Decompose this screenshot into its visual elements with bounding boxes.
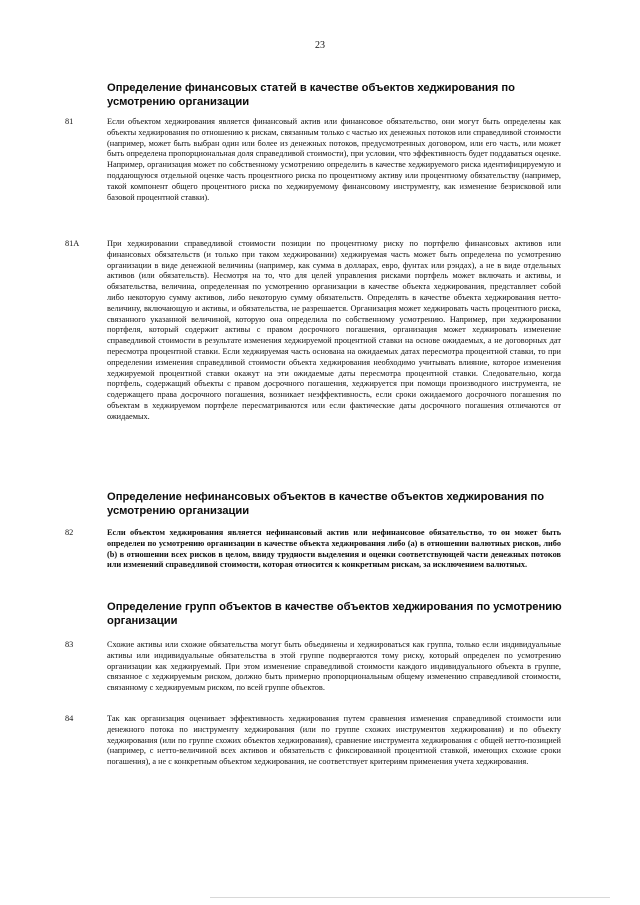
paragraph-83: Схожие активы или схожие обязательства могут быть объединены и хеджироваться как группа, только если индивидуальные активы или индивидуальные обязательства в этой группе подвергаются тому риску, который определен по усмотрению организации как хеджируемый. При этом изменение справедливой стоимости каждого индивидуального объекта в группе, связанное с хеджируемым риском, должно быть примерно пропорциональным общему изменению справедливой стоимости, связанному с хеджируемым риском, по всей группе объектов. [107, 640, 561, 693]
paragraph-number-81: 81 [65, 117, 74, 126]
paragraph-81a: При хеджировании справедливой стоимости позиции по процентному риску по портфелю финансовых активов или финансовых обязательств (и только при таком хеджировании) хеджируемая часть может быть определена по усмотрению организации в виде денежной величины (например, как сумма в долларах, евро, фунтах или рэндах), а не в виде отдельных активов (или обязательств). Несмотря на то, что для целей управления рисками портфель может включать и активы, и обязательства, величина, определенная по усмотрению организации в качестве объекта хеджирования, представляет собой либо некоторую сумму активов, либо некоторую сумму обязательств. Определять в качестве объекта хеджирования нетто-величину, включающую и активы, и обязательства, не разрешается. Организация может хеджировать часть процентного риска, связанного указанной величиной, которую она определила по собственному усмотрению. Например, при хеджировании портфеля, который содержит активы с правом досрочного погашения, организация может хеджировать изменение справедливой стоимости в результате изменения хеджируемой процентной ставки на основе ожидаемых, а не договорных дат пересмотра процентной ставки. Если хеджируемая часть основана на ожидаемых датах пересмотра процентной ставки, то при определении изменения справедливой стоимости объекта хеджирования необходимо учитывать влияние, которое изменения хеджируемой процентной ставки окажут на эти ожидаемые даты пересмотра процентной ставки. Следовательно, когда портфель, содержащий объекты с правом досрочного погашения, хеджируется при помощи производного инструмента, не содержащего права досрочного погашения, возникает неэффективность, если сроки ожидаемого досрочного погашения по объектам в хеджируемом портфеле пересматриваются или если фактические даты досрочного погашения отличаются от ожидаемых. [107, 239, 561, 421]
paragraph-82: Если объектом хеджирования является нефинансовый актив или нефинансовое обязательство, то он может быть определен по усмотрению организации в качестве объекта хеджирования либо (а) в отношении валютных рисков, либо (b) в отношении всех рисков в целом, ввиду трудности выделения и оценки соответствующей части денежных потоков или изменений справедливой стоимости, которая относится к конкретным рискам, за исключением валютных. [107, 528, 561, 570]
section-heading-nonfinancial-items: Определение нефинансовых объектов в качестве объектов хеджирования по усмотрению организации [107, 491, 545, 517]
paragraph-number-83: 83 [65, 640, 74, 649]
paragraph-81: Если объектом хеджирования является финансовый актив или финансовое обязательство, они могут быть определены как объекты хеджирования по отношению к рискам, связанным только с частью их денежных потоков или справедливой стоимости (например, может быть выбран один или более из денежных потоков, предусмотренных договором, или его часть, или может быть определена пропорциональная доля справедливой стоимости), при условии, что эффективность будет поддаваться оценке. Например, организация может по собственному усмотрению определить в качестве хеджируемого риска идентифицируемую и поддающуюся отдельной оценке часть процентного риска по процентному активу или процентному обязательству (например, такой компонент общего процентного риска по хеджируемому финансовому инструменту, как изменение безрисковой или базовой процентной ставки). [107, 117, 561, 202]
paragraph-84: Так как организация оценивает эффективность хеджирования путем сравнения изменения справедливой стоимости или денежного потока по инструменту хеджирования (или по группе схожих инструментов хеджирования) и по объекту хеджирования (или по группе схожих объектов хеджирования), сравнение инструмента хеджирования с общей нетто-позицией (например, с нетто-величиной всех активов и обязательств с фиксированной процентной ставкой, имеющих схожие сроки погашения), а не с конкретным объектом хеджирования, не соответствует критериям применения учета хеджирования. [107, 714, 561, 767]
paragraph-number-82: 82 [65, 528, 74, 537]
page-number: 23 [315, 40, 325, 51]
paragraph-number-81a: 81A [65, 239, 80, 248]
section-heading-financial-items: Определение финансовых статей в качестве объектов хеджирования по усмотрению организации [107, 82, 515, 108]
scan-edge-divider [210, 897, 610, 898]
section-heading-groups-of-items: Определение групп объектов в качестве объектов хеджирования по усмотрению организации [107, 601, 562, 627]
paragraph-number-84: 84 [65, 714, 74, 723]
